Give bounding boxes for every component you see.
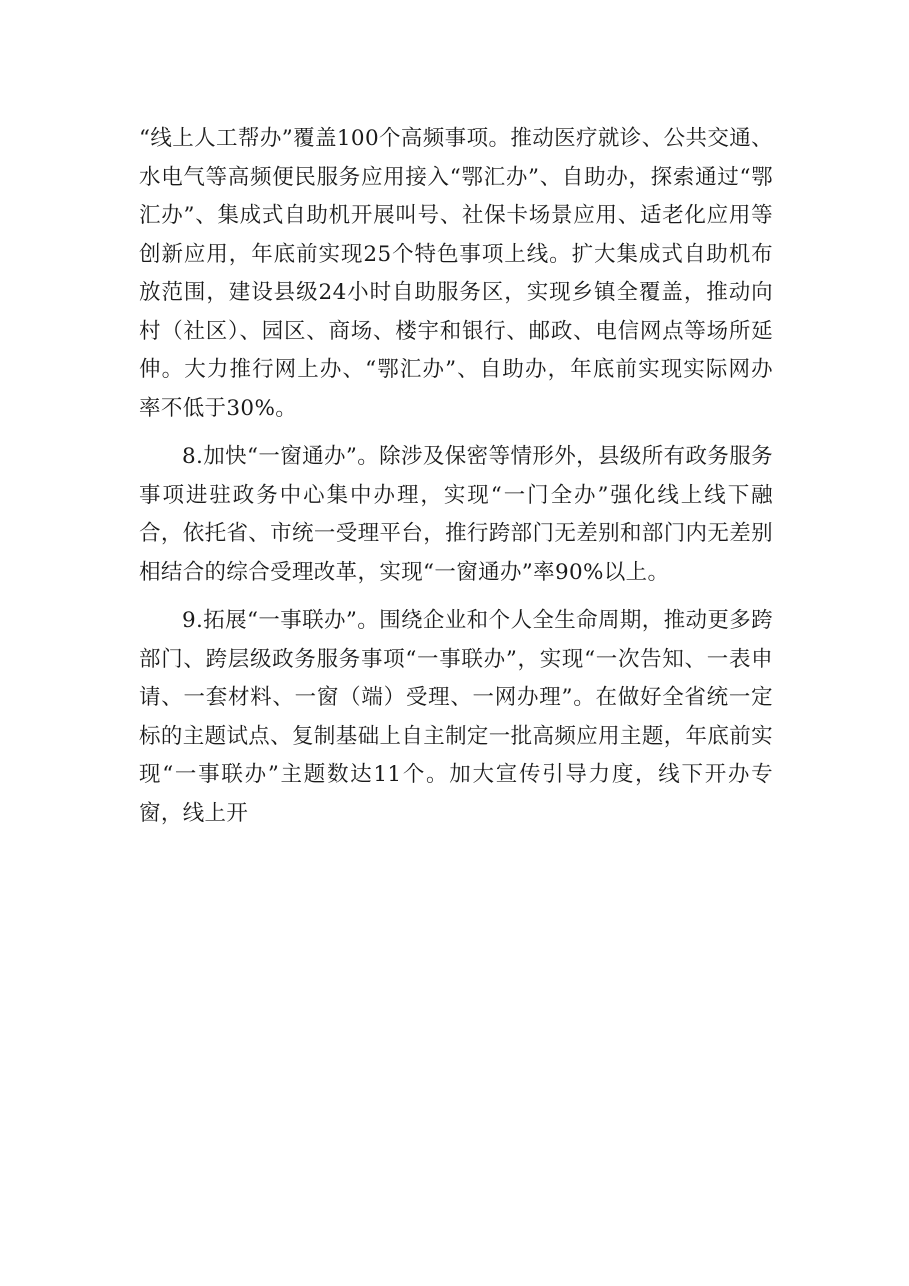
paragraph-online-services: “线上人工帮办”覆盖100个高频事项。推动医疗就诊、公共交通、水电气等高频便民服务应用接入“鄂汇办”、自助办，探索通过“鄂汇办”、集成式自助机开展叫号、社保卡场景应用、适老化应用等创新应用，年底前实现25个特色事项上线。扩大集成式自助机布放范围，建设县级24小时自助服务区，实现乡镇全覆盖，推动向村（社区）、园区、商场、楼宇和银行、邮政、电信网点等场所延伸。大力推行网上办、“鄂汇办”、自助办，年底前实现实际网办率不低于30%。	[139, 126, 773, 421]
paragraph-one-window: 8.加快“一窗通办”。除涉及保密等情形外，县级所有政务服务事项进驻政务中心集中办理，实现“一门全办”强化线上线下融合，依托省、市统一受理平台，推行跨部门无差别和部门内无差别相结合的综合受理改革，实现“一窗通办”率90%以上。	[139, 444, 773, 585]
paragraph-one-matter: 9.拓展“一事联办”。围绕企业和个人全生命周期，推动更多跨部门、跨层级政务服务事项“一事联办”，实现“一次告知、一表申请、一套材料、一窗（端）受理、一网办理”。在做好全省统一定标的主题试点、复制基础上自主制定一批高频应用主题，年底前实现“一事联办”主题数达11个。加大宣传引导力度，线下开办专窗，线上开	[139, 608, 773, 826]
document-body	[139, 120, 773, 843]
